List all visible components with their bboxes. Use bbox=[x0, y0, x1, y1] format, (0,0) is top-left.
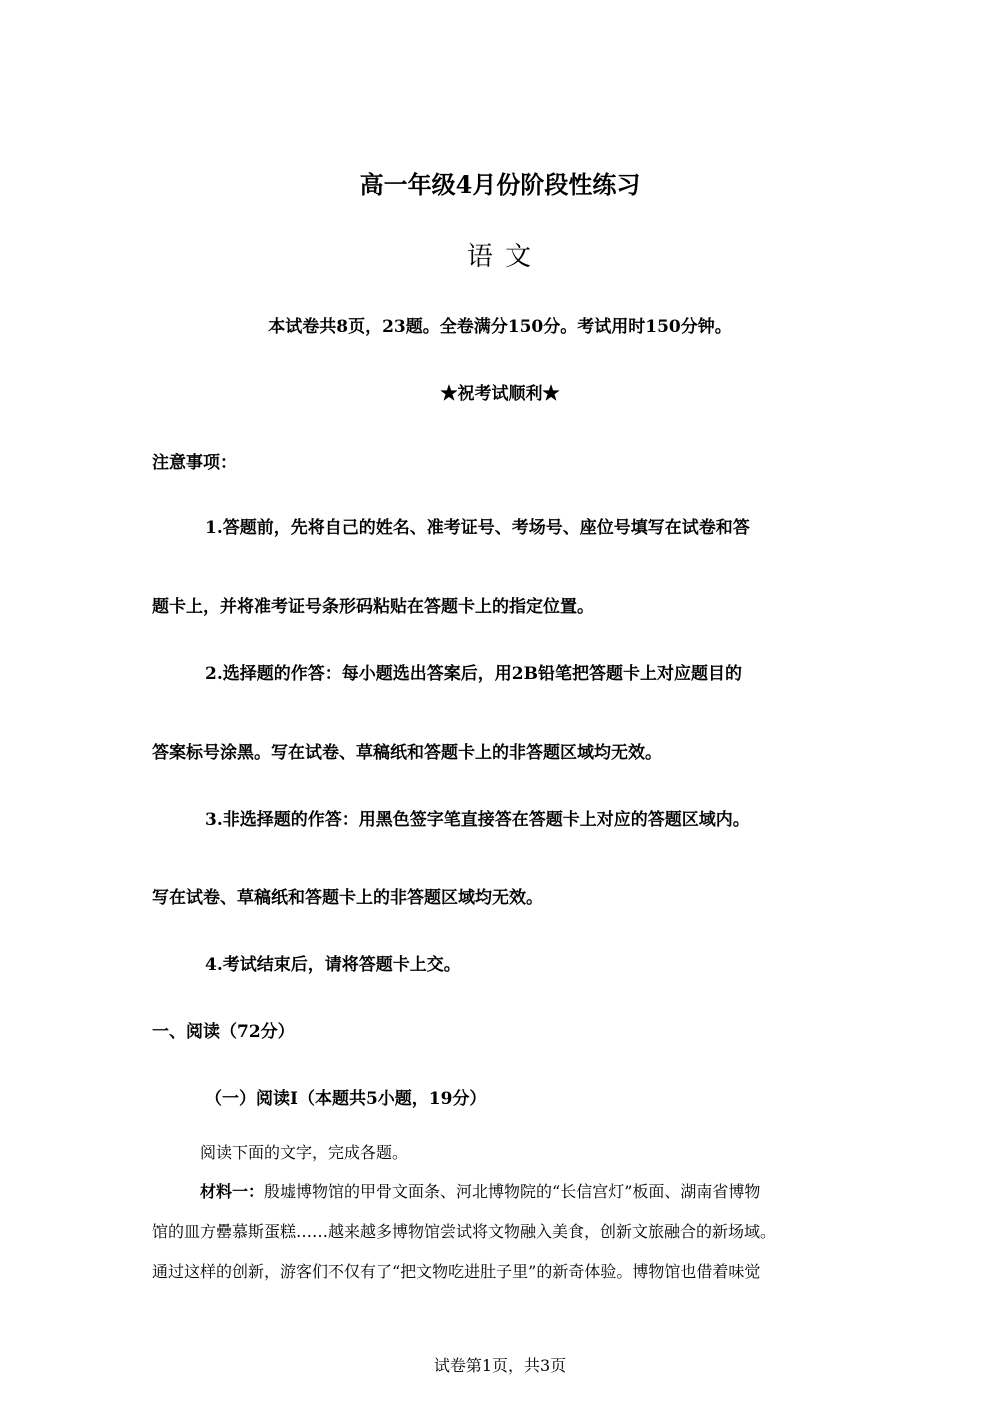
notes-heading: 注意事项： bbox=[152, 453, 237, 473]
note-line: 题卡上，并将准考证号条形码粘贴在答题卡上的指定位置。 bbox=[152, 597, 594, 617]
note-line: 2.选择题的作答：每小题选出答案后，用2B铅笔把答题卡上对应题目的 bbox=[205, 664, 742, 684]
note-line: 写在试卷、草稿纸和答题卡上的非答题区域均无效。 bbox=[152, 888, 543, 908]
wish-text: ★祝考试顺利★ bbox=[440, 384, 560, 404]
material-line: 通过这样的创新，游客们不仅有了“把文物吃进肚子里”的新奇体验。博物馆也借着味觉 bbox=[152, 1262, 761, 1281]
subsection-heading: （一）阅读Ⅰ（本题共5小题，19分） bbox=[205, 1089, 487, 1109]
section-heading: 一、阅读（72分） bbox=[152, 1022, 295, 1042]
material-label: 材料一： bbox=[200, 1182, 265, 1201]
note-line: 答案标号涂黑。写在试卷、草稿纸和答题卡上的非答题区域均无效。 bbox=[152, 743, 662, 763]
reading-instruction: 阅读下面的文字，完成各题。 bbox=[200, 1143, 409, 1162]
exam-info: 本试卷共8页，23题。全卷满分150分。考试用时150分钟。 bbox=[268, 317, 732, 337]
subject-title: 语 文 bbox=[466, 242, 534, 272]
note-line: 4.考试结束后，请将答题卡上交。 bbox=[205, 955, 461, 975]
material-text: 殷墟博物馆的甲骨文面条、河北博物院的“长信宫灯”板面、湖南省博物 bbox=[264, 1182, 761, 1201]
note-line: 3.非选择题的作答：用黑色签字笔直接答在答题卡上对应的答题区域内。 bbox=[205, 810, 750, 830]
exam-title: 高一年级4月份阶段性练习 bbox=[359, 170, 641, 199]
material-line: 馆的皿方罍慕斯蛋糕……越来越多博物馆尝试将文物融入美食，创新文旅融合的新场域。 bbox=[152, 1222, 777, 1241]
page-footer: 试卷第1页，共3页 bbox=[433, 1356, 567, 1375]
note-line: 1.答题前，先将自己的姓名、准考证号、考场号、座位号填写在试卷和答 bbox=[205, 518, 750, 538]
material-line bbox=[200, 1184, 760, 1200]
